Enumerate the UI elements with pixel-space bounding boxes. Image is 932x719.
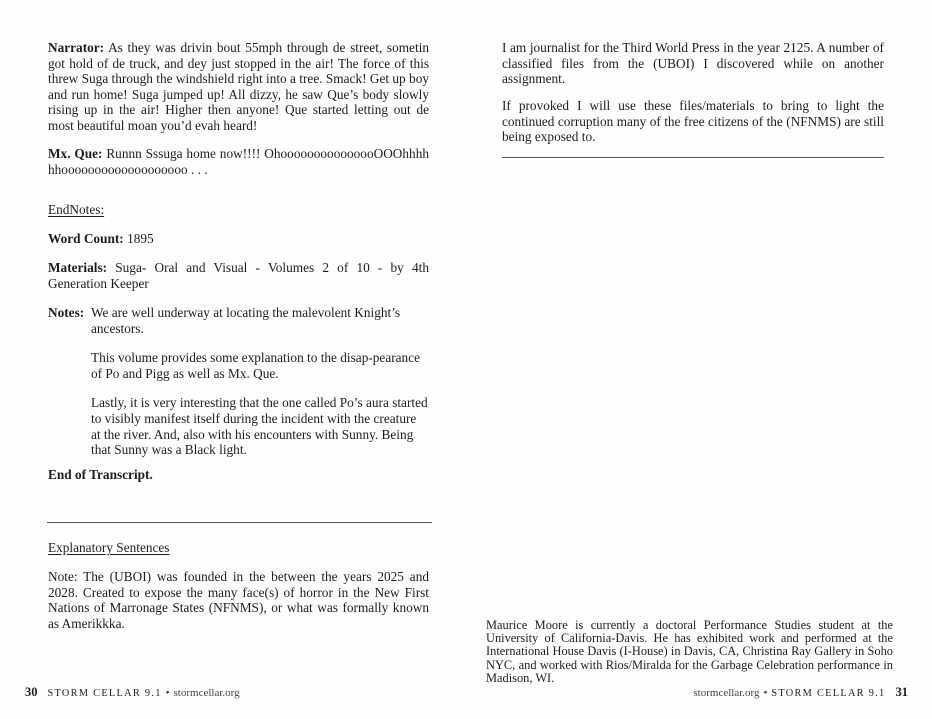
narrator-text: As they was drivin bout 55mph through de street, sometin got hold of de truck, and dey just stopped in the air! The force of this threw Suga through the windshield right into a tree. Smack! Get up boy and run home! Suga jumped up! All dizzy, he saw Que’s body slowly rising up in the air! Higher then anyone! Que started letting out de most beautiful moan you’d evah heard! bbox=[48, 40, 429, 133]
notes-block bbox=[48, 305, 429, 472]
site-url: stormcellar.org bbox=[173, 687, 240, 699]
footer-right bbox=[693, 685, 908, 700]
narrator-label: Narrator: bbox=[48, 40, 105, 55]
bullet-separator: • bbox=[165, 687, 170, 699]
endnotes-heading: EndNotes: bbox=[48, 202, 105, 217]
bullet-separator: • bbox=[763, 687, 768, 699]
section-divider bbox=[47, 522, 432, 523]
word-count-value: 1895 bbox=[127, 231, 154, 246]
footer-left bbox=[25, 685, 240, 700]
magazine-title: STORM CELLAR 9.1 bbox=[771, 688, 886, 699]
explanatory-heading: Explanatory Sentences bbox=[48, 540, 170, 555]
mx-que-paragraph bbox=[48, 146, 429, 177]
magazine-title: STORM CELLAR 9.1 bbox=[47, 688, 162, 699]
materials-line bbox=[48, 260, 429, 291]
notes-label: Notes: bbox=[48, 305, 85, 320]
word-count-label: Word Count: bbox=[48, 231, 124, 246]
notes-paragraph: This volume provides some explanation to the disap-pearance of Po and Pigg as well as Mx. Que. bbox=[91, 350, 421, 381]
page-number: 30 bbox=[25, 685, 38, 699]
notes-paragraph: Lastly, it is very interesting that the one called Po’s aura started to visibly manifest itself during the incident with the creature at the river. And, also with his encounters with Sunny. Being that Sunny was a Black light. bbox=[91, 395, 428, 458]
end-of-transcript: End of Transcript. bbox=[48, 467, 153, 482]
word-count-line bbox=[48, 231, 429, 247]
materials-label: Materials: bbox=[48, 260, 108, 275]
mx-que-label: Mx. Que: bbox=[48, 146, 103, 161]
notes-paragraph: We are well underway at locating the malevolent Knight’s ancestors. bbox=[91, 305, 401, 336]
provoked-paragraph: If provoked I will use these files/materials to bring to light the continued corruption many of the free citizens of the (NFNMS) are still being exposed to. bbox=[502, 98, 884, 145]
journalist-paragraph: I am journalist for the Third World Press in the year 2125. A number of classified files from the (UBOI) I discovered while on another assignment. bbox=[502, 40, 884, 87]
section-divider bbox=[502, 157, 884, 158]
page-number: 31 bbox=[895, 685, 908, 699]
narrator-paragraph bbox=[48, 40, 429, 134]
author-bio: Maurice Moore is currently a doctoral Performance Studies student at the University of California-Davis. He has exhibited work and performed at the International House Davis (I-House) in Davis, CA, Christina Ray Gallery in Soho NYC, and worked with Rios/Miralda for the Garbage Celebration performance in Madison, WI. bbox=[486, 618, 893, 685]
mx-que-text: Runnn Sssuga home now!!!! OhooooooooooooooOOOhhhhhhooooooooooooooooooo . . . bbox=[48, 146, 430, 177]
explanatory-paragraph: Note: The (UBOI) was founded in the between the years 2025 and 2028. Created to expose the many face(s) of horror in the New First Nations of Marronage States (NFNMS), or what was formally known as Amerikkka. bbox=[48, 569, 429, 631]
site-url: stormcellar.org bbox=[693, 687, 760, 699]
materials-text: Suga- Oral and Visual - Volumes 2 of 10 - by 4th Generation Keeper bbox=[48, 260, 429, 291]
